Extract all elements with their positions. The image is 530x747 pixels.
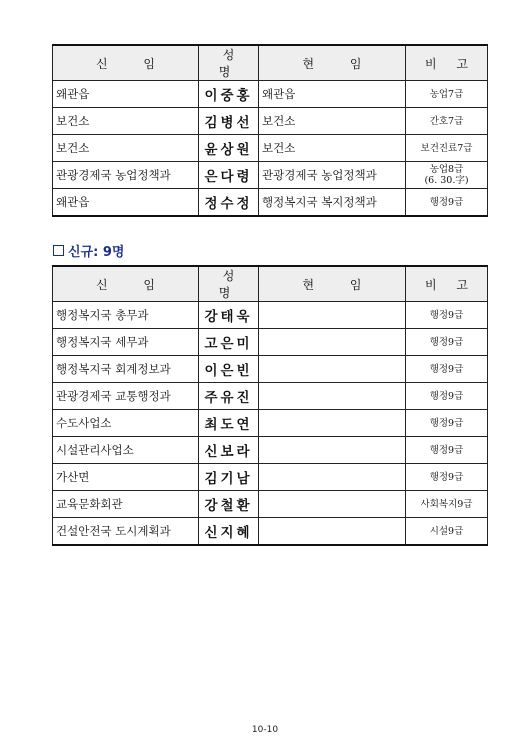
new-post-cell: 보건소 <box>53 135 199 162</box>
note-cell: 간호7급 <box>406 108 488 135</box>
note-cell: 시설9급 <box>406 518 488 546</box>
current-post-cell <box>259 329 406 356</box>
header-name: 성 명 <box>199 45 259 81</box>
name-cell: 강태욱 <box>199 302 259 329</box>
note-grade: 농업8급 <box>429 164 464 175</box>
header-new-post: 신 임 <box>53 45 199 81</box>
name-cell: 고은미 <box>199 329 259 356</box>
name-cell: 김기남 <box>199 464 259 491</box>
table-row <box>53 329 488 356</box>
new-post-cell: 행정복지국 세무과 <box>53 329 199 356</box>
note-cell: 사회복지9급 <box>406 491 488 518</box>
new-post-cell: 행정복지국 회계정보과 <box>53 356 199 383</box>
note-cell: 행정9급 <box>406 302 488 329</box>
name-cell: 주유진 <box>199 383 259 410</box>
current-post-cell <box>259 518 406 546</box>
transfer-table <box>52 44 488 217</box>
current-post-cell: 왜관읍 <box>259 81 406 108</box>
table-row <box>53 302 488 329</box>
square-bullet-icon <box>53 245 64 256</box>
current-post-cell <box>259 410 406 437</box>
new-post-cell: 건설안전국 도시계획과 <box>53 518 199 546</box>
table-row <box>53 108 488 135</box>
table-row <box>53 437 488 464</box>
new-post-cell: 행정복지국 총무과 <box>53 302 199 329</box>
table-row <box>53 464 488 491</box>
note-cell: 행정9급 <box>406 410 488 437</box>
name-cell: 최도연 <box>199 410 259 437</box>
new-post-cell: 관광경제국 농업정책과 <box>53 162 199 189</box>
name-cell: 은다령 <box>199 162 259 189</box>
table-header-row <box>53 45 488 81</box>
table-row <box>53 518 488 546</box>
current-post-cell <box>259 383 406 410</box>
current-post-cell: 보건소 <box>259 108 406 135</box>
note-cell: 행정9급 <box>406 464 488 491</box>
note-cell: 행정9급 <box>406 329 488 356</box>
table-row <box>53 383 488 410</box>
section-heading <box>53 241 124 260</box>
table-row <box>53 81 488 108</box>
new-post-cell: 수도사업소 <box>53 410 199 437</box>
table-row <box>53 189 488 217</box>
header-note: 비 고 <box>406 45 488 81</box>
name-cell: 신지혜 <box>199 518 259 546</box>
page-number: 10-10 <box>251 725 279 735</box>
name-cell: 정수정 <box>199 189 259 217</box>
current-post-cell: 보건소 <box>259 135 406 162</box>
note-cell: 행정9급 <box>406 437 488 464</box>
table-row <box>53 162 488 189</box>
new-post-cell: 관광경제국 교통행정과 <box>53 383 199 410</box>
table-row <box>53 491 488 518</box>
new-post-cell: 시설관리사업소 <box>53 437 199 464</box>
header-current: 현 임 <box>259 45 406 81</box>
current-post-cell: 관광경제국 농업정책과 <box>259 162 406 189</box>
header-name: 성 명 <box>199 266 259 302</box>
new-post-cell: 교육문화회관 <box>53 491 199 518</box>
note-cell: 농업7급 <box>406 81 488 108</box>
note-cell: 행정9급 <box>406 189 488 217</box>
note-date: (6. 30.字) <box>424 175 469 186</box>
note-cell <box>406 162 488 189</box>
current-post-cell: 행정복지국 복지정책과 <box>259 189 406 217</box>
name-cell: 강철환 <box>199 491 259 518</box>
new-post-cell: 왜관읍 <box>53 81 199 108</box>
current-post-cell <box>259 302 406 329</box>
name-cell: 윤상원 <box>199 135 259 162</box>
current-post-cell <box>259 356 406 383</box>
new-hire-table <box>52 265 488 546</box>
table-row <box>53 135 488 162</box>
header-note: 비 고 <box>406 266 488 302</box>
name-cell: 신보라 <box>199 437 259 464</box>
header-current: 현 임 <box>259 266 406 302</box>
note-cell: 보건진료7급 <box>406 135 488 162</box>
section-title: 신규: 9명 <box>68 245 125 260</box>
table-row <box>53 356 488 383</box>
name-cell: 이은빈 <box>199 356 259 383</box>
name-cell: 이중홍 <box>199 81 259 108</box>
name-cell: 김병선 <box>199 108 259 135</box>
current-post-cell <box>259 491 406 518</box>
note-cell: 행정9급 <box>406 356 488 383</box>
current-post-cell <box>259 437 406 464</box>
header-new-post: 신 임 <box>53 266 199 302</box>
new-post-cell: 보건소 <box>53 108 199 135</box>
new-post-cell: 왜관읍 <box>53 189 199 217</box>
table-header-row <box>53 266 488 302</box>
new-post-cell: 가산면 <box>53 464 199 491</box>
current-post-cell <box>259 464 406 491</box>
table-row <box>53 410 488 437</box>
note-cell: 행정9급 <box>406 383 488 410</box>
